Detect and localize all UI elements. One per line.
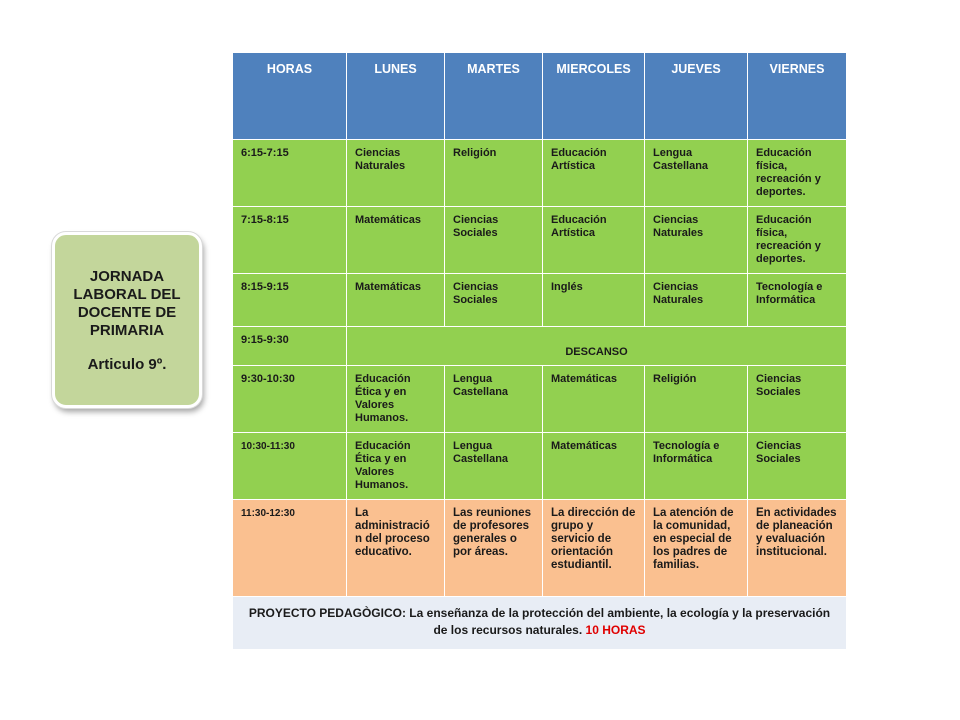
subject-cell: Ciencias Sociales bbox=[748, 366, 847, 433]
time-cell: 8:15-9:15 bbox=[233, 274, 347, 327]
header-lunes: LUNES bbox=[347, 53, 445, 140]
subject-cell: Matemáticas bbox=[347, 207, 445, 274]
admin-row bbox=[233, 500, 847, 597]
subject-cell: Educación Artística bbox=[543, 207, 645, 274]
proyecto-hours: 10 HORAS bbox=[585, 623, 646, 637]
subject-cell: Matemáticas bbox=[543, 433, 645, 500]
table-row bbox=[233, 207, 847, 274]
time-cell: 10:30-11:30 bbox=[233, 433, 347, 500]
articulo-label: Articulo 9º. bbox=[87, 355, 167, 373]
subject-cell: Ciencias Naturales bbox=[347, 140, 445, 207]
descanso-cell: DESCANSO bbox=[347, 327, 847, 366]
subject-cell: Tecnología e Informática bbox=[645, 433, 748, 500]
activity-cell: En actividades de planeación y evaluación institucional. bbox=[748, 500, 847, 597]
jornada-title: JORNADA LABORAL DEL DOCENTE DE PRIMARIA bbox=[73, 267, 181, 339]
subject-cell: Educación física, recreación y deportes. bbox=[748, 140, 847, 207]
table-row bbox=[233, 274, 847, 327]
subject-cell: Educación Artística bbox=[543, 140, 645, 207]
time-cell: 6:15-7:15 bbox=[233, 140, 347, 207]
header-martes: MARTES bbox=[445, 53, 543, 140]
time-cell: 9:30-10:30 bbox=[233, 366, 347, 433]
activity-cell: La administració n del proceso educativo. bbox=[347, 500, 445, 597]
table-row bbox=[233, 366, 847, 433]
subject-cell: Educación Ética y en Valores Humanos. bbox=[347, 366, 445, 433]
activity-cell: Las reuniones de profesores generales o por áreas. bbox=[445, 500, 543, 597]
subject-cell: Religión bbox=[445, 140, 543, 207]
schedule-table bbox=[232, 52, 847, 650]
break-row bbox=[233, 327, 847, 366]
subject-cell: Inglés bbox=[543, 274, 645, 327]
subject-cell: Educación Ética y en Valores Humanos. bbox=[347, 433, 445, 500]
table-row bbox=[233, 433, 847, 500]
time-cell: 11:30-12:30 bbox=[233, 500, 347, 597]
subject-cell: Religión bbox=[645, 366, 748, 433]
jornada-label-box bbox=[52, 232, 202, 408]
activity-cell: La atención de la comunidad, en especial de los padres de familias. bbox=[645, 500, 748, 597]
subject-cell: Ciencias Sociales bbox=[748, 433, 847, 500]
subject-cell: Ciencias Sociales bbox=[445, 207, 543, 274]
header-miercoles: MIERCOLES bbox=[543, 53, 645, 140]
subject-cell: Lengua Castellana bbox=[445, 366, 543, 433]
subject-cell: Ciencias Naturales bbox=[645, 274, 748, 327]
subject-cell: Lengua Castellana bbox=[445, 433, 543, 500]
proyecto-pedagogico-cell bbox=[233, 597, 847, 650]
header-row bbox=[233, 53, 847, 140]
subject-cell: Educación física, recreación y deportes. bbox=[748, 207, 847, 274]
header-jueves: JUEVES bbox=[645, 53, 748, 140]
subject-cell: Ciencias Naturales bbox=[645, 207, 748, 274]
table-row bbox=[233, 140, 847, 207]
subject-cell: Ciencias Sociales bbox=[445, 274, 543, 327]
footer-row bbox=[233, 597, 847, 650]
time-cell: 7:15-8:15 bbox=[233, 207, 347, 274]
subject-cell: Tecnología e Informática bbox=[748, 274, 847, 327]
subject-cell: Matemáticas bbox=[543, 366, 645, 433]
proyecto-text: PROYECTO PEDAGÒGICO: La enseñanza de la protección del ambiente, la ecología y la preservación de los recursos naturales. bbox=[248, 606, 831, 637]
subject-cell: Lengua Castellana bbox=[645, 140, 748, 207]
time-cell: 9:15-9:30 bbox=[233, 327, 347, 366]
activity-cell: La dirección de grupo y servicio de orientación estudiantil. bbox=[543, 500, 645, 597]
subject-cell: Matemáticas bbox=[347, 274, 445, 327]
header-viernes: VIERNES bbox=[748, 53, 847, 140]
header-horas: HORAS bbox=[233, 53, 347, 140]
